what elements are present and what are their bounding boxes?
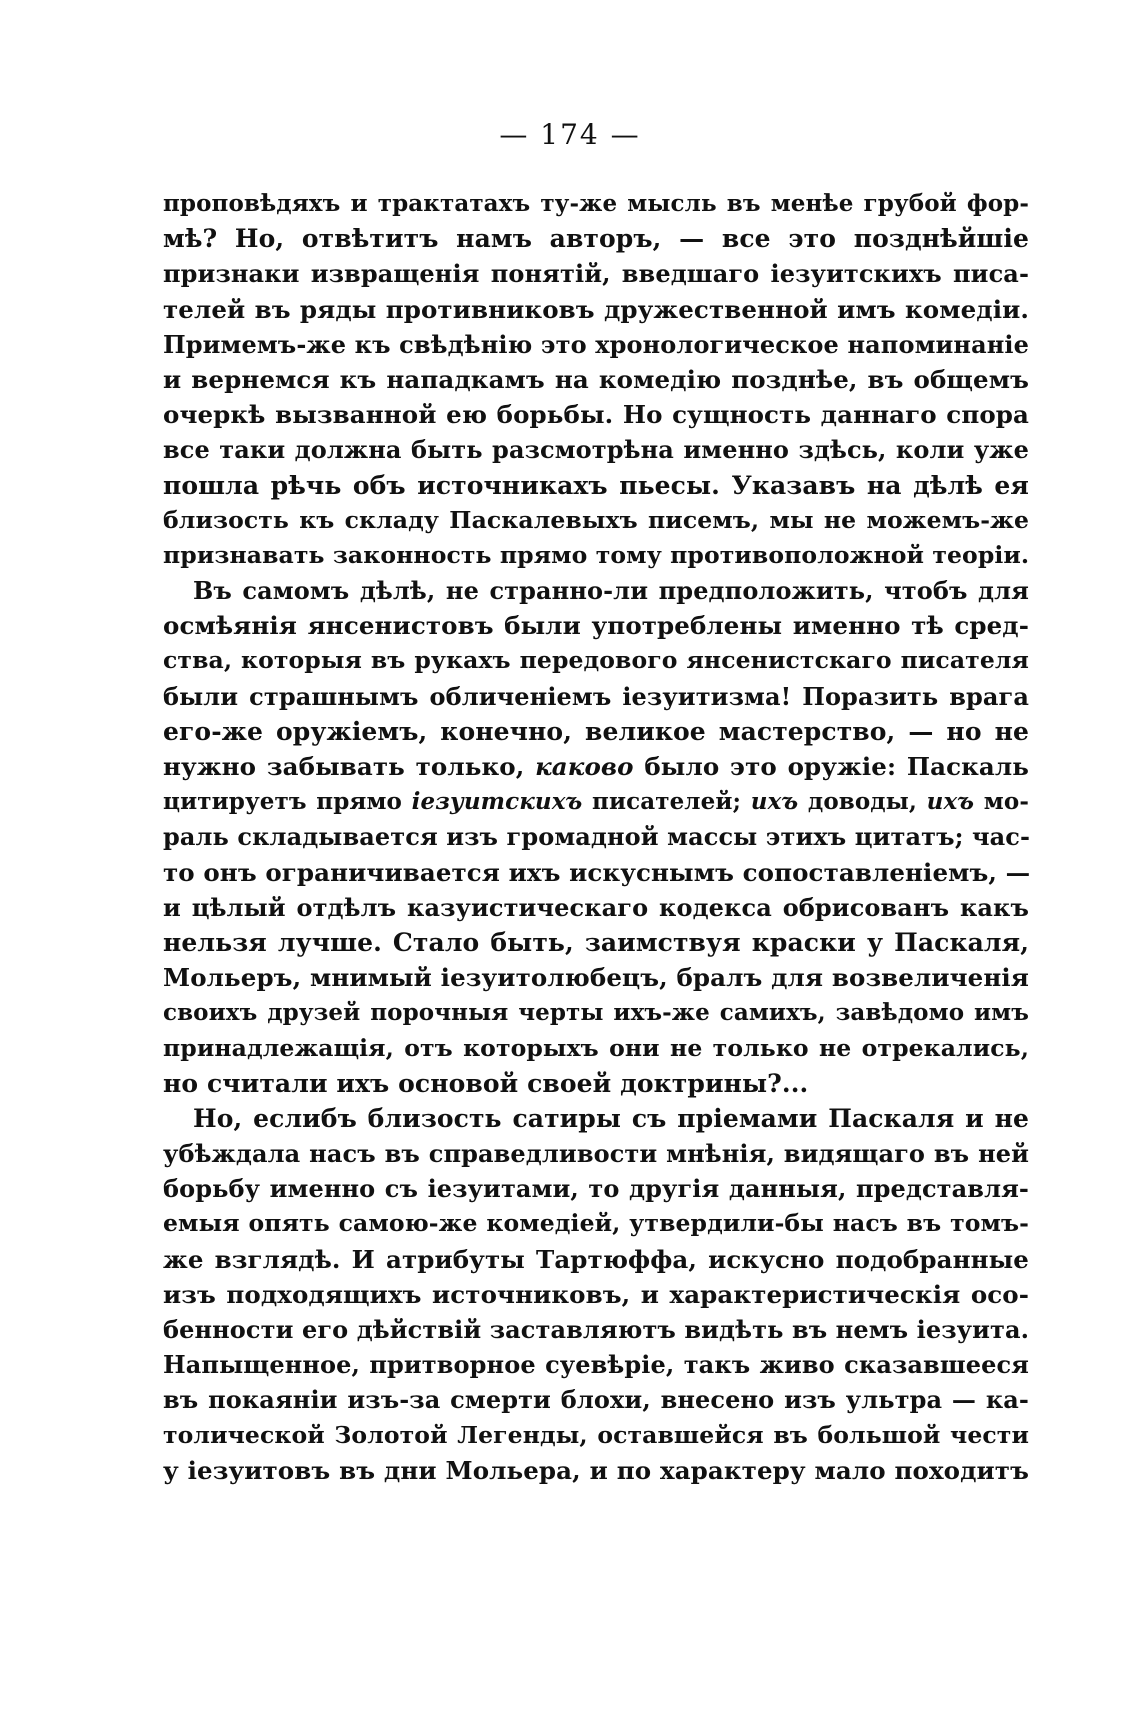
text-line: телей въ ряды противниковъ дружественной имъ комедіи. [163,294,1029,324]
text-line: ства, которыя въ рукахъ передового янсенистскаго писателя [163,646,1029,675]
text-line: нельзя лучше. Стало быть, заимствуя краски у Паскаля, [163,927,1029,957]
body-text [163,186,1029,1488]
text-line: изъ подходящихъ источниковъ, и характеристическія осо- [163,1279,1029,1309]
text-line: очеркѣ вызванной ею борьбы. Но сущность даннаго спора [163,400,1029,430]
text-line: признавать законность прямо тому противоположной теоріи. [163,540,1030,569]
text-line: Напыщенное, притворное суевѣріе, такъ живо сказавшееся [163,1350,1029,1380]
text-line: Но, еслибъ близость сатиры съ пріемами Паскаля и не [193,1103,1029,1133]
text-line: Примемъ-же къ свѣдѣнію это хронологическое напоминаніе [163,329,1029,359]
text-line: пошла рѣчь объ источникахъ пьесы. Указавъ на дѣлѣ ея [163,470,1029,500]
text-line: Мольеръ, мнимый іезуитолюбецъ, бралъ для возвеличенія [163,963,1029,993]
text-line: въ покаяніи изъ-за смерти блохи, внесено изъ ультра — ка- [163,1385,1029,1415]
text-segment: мо- [974,788,1029,816]
text-line: все таки должна быть разсмотрѣна именно здѣсь, коли уже [163,435,1029,465]
text-line: убѣждала насъ въ справедливости мнѣнія, видящаго въ ней [163,1139,1029,1169]
text-line: своихъ друзей порочныя черты ихъ-же самихъ, завѣдомо имъ [163,999,1029,1027]
text-line [163,749,1029,784]
text-segment: нужно забывать только, [163,752,536,781]
text-line: осмѣянія янсенистовъ были употреблены именно тѣ сред- [163,611,1029,641]
text-line: толической Золотой Легенды, оставшейся въ большой чести [163,1420,1029,1449]
text-line: его-же оружіемъ, конечно, великое мастерство, — но не [163,716,1029,746]
text-line: но считали ихъ основой своей доктрины?... [163,1068,809,1098]
text-segment: цитируетъ прямо [163,788,412,816]
text-segment: писателей; [582,788,751,816]
italic-word: ихъ [750,788,799,816]
text-line: были страшнымъ обличеніемъ іезуитизма! Поразить врага [163,681,1029,711]
italic-word: іезуитскихъ [411,788,583,816]
text-line: бенности его дѣйствій заставляютъ видѣть въ немъ іезуита. [163,1315,1030,1344]
text-line: мѣ? Но, отвѣтитъ намъ авторъ, — все это позднѣйшіе [163,224,1029,254]
text-line: и цѣлый отдѣлъ казуистическаго кодекса обрисованъ какъ [163,892,1029,922]
text-segment: было это оружіе: Паскаль [633,752,1030,781]
text-line: и вернемся къ нападкамъ на комедію позднѣе, въ общемъ [163,364,1029,394]
page-number: — 174 — [499,118,641,151]
text-line: близость къ складу Паскалевыхъ писемъ, мы не можемъ-же [163,505,1029,534]
text-line: признаки извращенія понятій, введшаго іезуитскихъ писа- [163,259,1029,289]
text-line [163,784,1029,819]
text-line: борьбу именно съ іезуитами, то другія данныя, представля- [163,1174,1029,1204]
text-line: раль складывается изъ громадной массы этихъ цитатъ; час- [163,822,1031,852]
text-line: же взглядѣ. И атрибуты Тартюффа, искусно подобранные [163,1244,1029,1274]
text-line: Въ самомъ дѣлѣ, не странно-ли предположить, чтобъ для [193,576,1029,606]
text-line: то онъ ограничивается ихъ искуснымъ сопоставленіемъ, — [163,857,1031,887]
text-line: принадлежащія, отъ которыхъ они не только не отрекались, [163,1033,1029,1062]
italic-word: ихъ [926,788,975,816]
text-line: проповѣдяхъ и трактатахъ ту-же мысль въ менѣе грубой фор- [163,190,1029,217]
text-segment: доводы, [798,788,927,816]
text-line: у іезуитовъ въ дни Мольера, и по характеру мало походитъ [163,1455,1029,1485]
text-line: емыя опять самою-же комедіей, утвердили-бы насъ въ томъ- [163,1209,1029,1238]
italic-word: каково [535,752,634,781]
